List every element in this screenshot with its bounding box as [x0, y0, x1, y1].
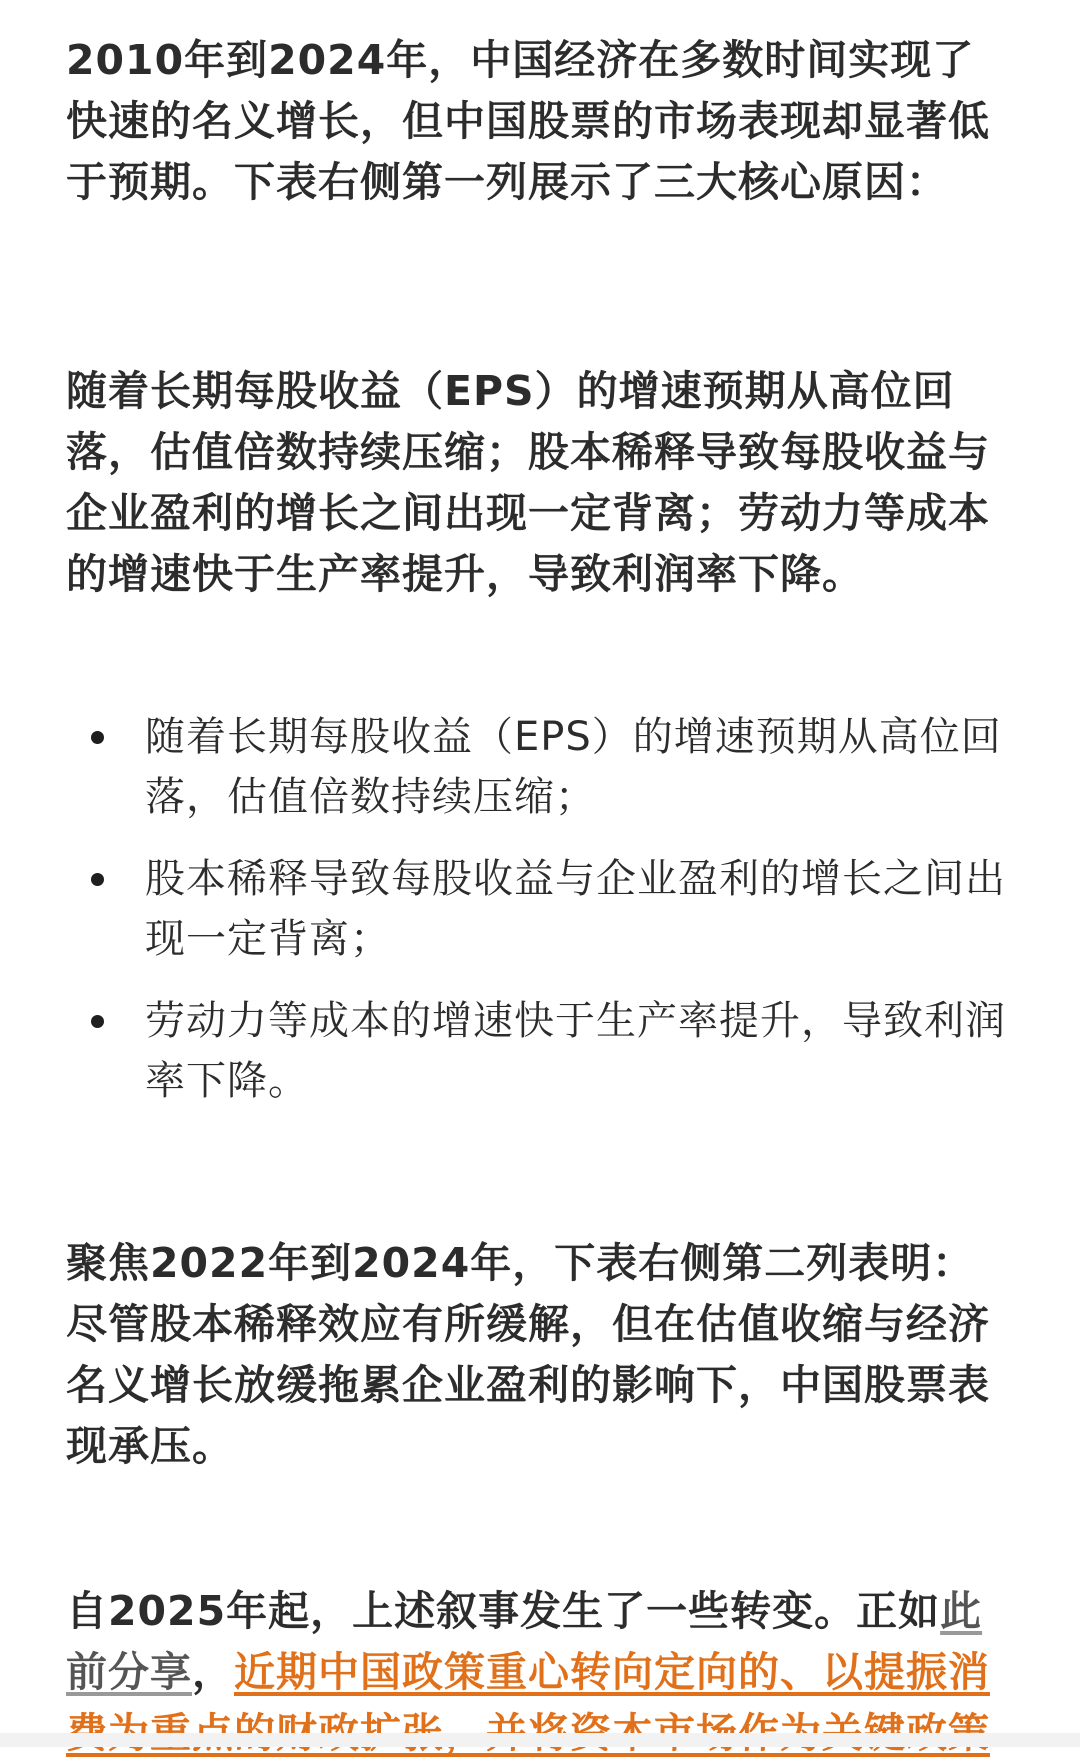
spacer [66, 1133, 1016, 1233]
spacer [66, 605, 1016, 707]
list-item-text: 随着长期每股收益（EPS）的增速预期从高位回落，估值倍数持续压缩； [145, 714, 1002, 820]
list-item-text: 劳动力等成本的增速快于生产率提升，导致利润率下降。 [145, 998, 1006, 1104]
since-2025-text: 自2025年起，上述叙事发生了一些转变。正如 [66, 1587, 941, 1635]
summary-paragraph: 随着长期每股收益（EPS）的增速预期从高位回落，估值倍数持续压缩；股本稀释导致每股收益与企业盈利的增长之间出现一定背离；劳动力等成本的增速快于生产率提升，导致利润率下降。 [66, 367, 990, 598]
list-item [66, 707, 1016, 827]
article-body [66, 30, 1016, 1764]
focus-paragraph: 聚焦2022年到2024年，下表右侧第二列表明：尽管股本稀释效应有所缓解，但在估值收缩与经济名义增长放缓拖累企业盈利的影响下，中国股票表现承压。 [66, 1239, 990, 1470]
bullet-icon [91, 873, 104, 886]
bottom-bar [0, 1733, 1080, 1747]
reasons-list [66, 707, 1016, 1111]
previous-share-link[interactable]: 此前分享 [66, 1587, 983, 1696]
intro-paragraph: 2010年到2024年，中国经济在多数时间实现了快速的名义增长，但中国股票的市场表现却显著低于预期。下表右侧第一列展示了三大核心原因： [66, 36, 990, 206]
bullet-icon [91, 731, 104, 744]
list-item [66, 991, 1016, 1111]
bullet-icon [91, 1015, 104, 1028]
policy-shift-link[interactable]: 近期中国政策重心转向定向的、以提振消 [234, 1648, 990, 1696]
comma-text: ， [192, 1648, 234, 1696]
spacer [66, 213, 1016, 361]
list-item [66, 849, 1016, 969]
list-item-text: 股本稀释导致每股收益与企业盈利的增长之间出现一定背离； [145, 856, 1006, 962]
spacer [66, 1477, 1016, 1581]
